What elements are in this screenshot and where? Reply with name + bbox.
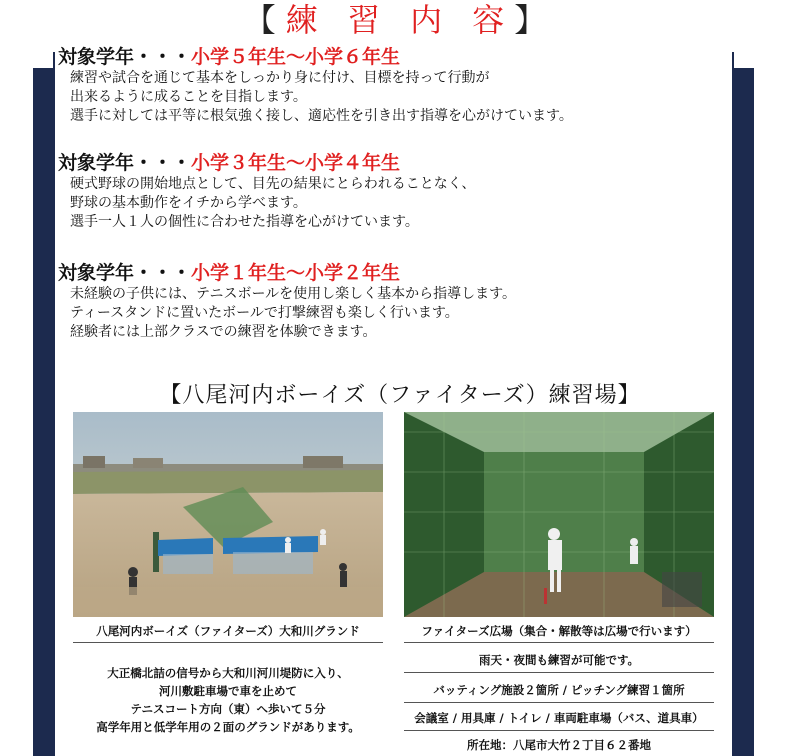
page-title-text: 練 習 内 容 xyxy=(285,1,515,39)
section-body: 練習や試合を通じて基本をしっかり身に付け、目標を持って行動が 出来るように成ることを目指します。 選手に対しては平等に根気強く接し、適応性を引き出す指導を心がけています。 xyxy=(70,70,573,124)
plaza-info-line: 会議室 / 用具庫 / トイレ / 車両駐車場（バス、道具車） xyxy=(414,711,704,725)
plaza-caption: ファイターズ広場（集合・解散等は広場で行います） xyxy=(421,624,697,638)
divider xyxy=(404,730,714,731)
section-grade-3-4 xyxy=(58,151,738,232)
divider xyxy=(404,702,714,703)
section-heading: 対象学年・・・小学３年生〜小学４年生 xyxy=(58,152,401,174)
plaza-address: 所在地：八尾市大竹２丁目６２番地 xyxy=(467,738,651,752)
section-grade-1-2 xyxy=(58,261,738,342)
divider xyxy=(404,672,714,673)
section-heading: 対象学年・・・小学１年生〜小学２年生 xyxy=(58,262,401,284)
divider xyxy=(404,642,714,643)
page-title: 【練 習 内 容】 xyxy=(243,1,557,39)
ground-directions: 大正橋北詰の信号から大和川河川堤防に入り、 河川敷駐車場で車を止めて テニスコート方向（東）へ歩いて５分 高学年用と低学年用の２面のグランドがあります。 xyxy=(96,666,360,734)
plaza-info-line: 雨天・夜間も練習が可能です。 xyxy=(478,653,640,667)
section-grade-5-6 xyxy=(58,45,738,126)
ground-caption: 八尾河内ボーイズ（ファイターズ）大和川グランド xyxy=(96,624,360,638)
divider xyxy=(73,642,383,643)
section-body: 未経験の子供には、テニスボールを使用し楽しく基本から指導します。 ティースタンドに置いたボールで打撃練習も楽しく行います。 経験者には上部クラスでの練習を体験できます。 xyxy=(70,286,517,340)
section-body: 硬式野球の開始地点として、目先の結果にとらわれることなく、 野球の基本動作をイチから学べます。 選手一人１人の個性に合わせた指導を心がけています。 xyxy=(70,176,476,230)
batting-cage-photo xyxy=(404,412,714,617)
practice-grounds-title: 【八尾河内ボーイズ（ファイターズ）練習場】 xyxy=(159,383,641,408)
plaza-info-line: バッティング施設２箇所 / ピッチング練習１箇所 xyxy=(433,683,685,697)
ground-photo xyxy=(73,412,383,617)
section-heading: 対象学年・・・小学５年生〜小学６年生 xyxy=(58,46,401,68)
